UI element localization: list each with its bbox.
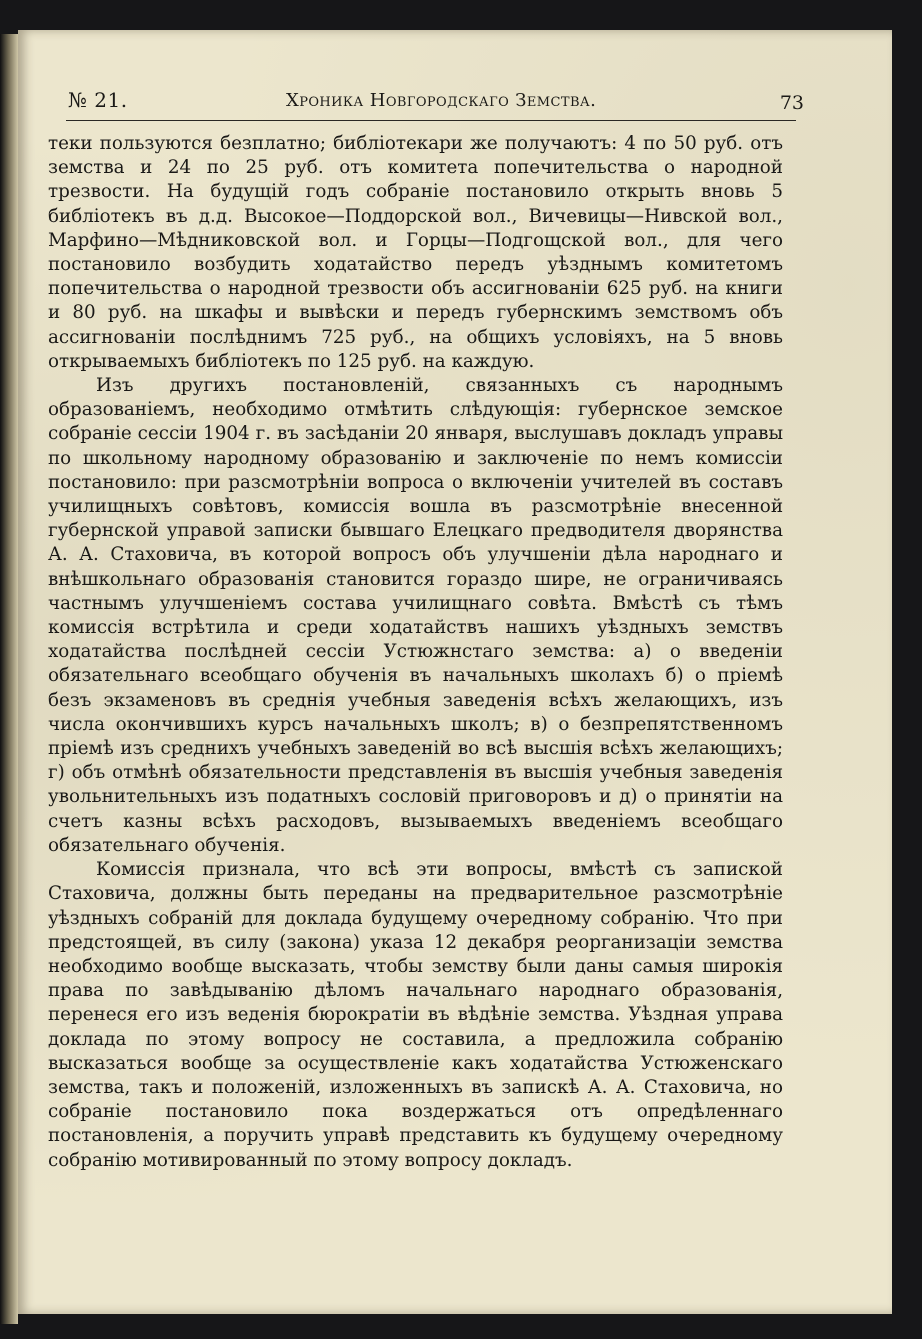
page-number: 73 (779, 92, 804, 114)
left-page-edge (0, 34, 18, 1324)
running-title: Хроника Новгородскаго Земства. (286, 90, 597, 111)
paragraph-continuation: теки пользуются безплатно; библіотекари же получаютъ: 4 по 50 руб. отъ земства и 24 по 25 руб. отъ комитета попечительства о народной трезвости. На будущій годъ собраніе постановило открыть вновь 5 библіотекъ въ д.д. Высокое—Поддорской вол., Вичевицы—Нивской вол., Марфино—Мѣдниковской вол. и Горцы—Подгощской вол., для чего постановило возбудить ходатайство передъ уѣзднымъ комитетомъ попечительства о народной трезвости объ ассигнованіи 625 руб. на книги и 80 руб. на шкафы и вывѣски и передъ губернскимъ земствомъ объ ассигнованіи послѣднимъ 725 руб., на общихъ условіяхъ, на 5 вновь открываемыхъ библіотекъ по 125 руб. на каждую. (48, 133, 783, 372)
header-rule (66, 120, 796, 121)
issue-number: № 21. (68, 88, 128, 112)
paragraph-commission: Комиссія признала, что всѣ эти вопросы, вмѣстѣ съ запиской Стаховича, должны быть переданы на предварительное разсмотрѣніе уѣздныхъ собраній для доклада будущему очередному собранію. Что при предстоящей, въ силу (закона) указа 12 декабря реорганизаціи земства необходимо вообще высказать, чтобы земству были даны самыя широкія права по завѣдыванію дѣломъ начальнаго народнаго образованія, перенеся его изъ веденія бюрократіи въ вѣдѣніе земства. Уѣздная управа доклада по этому вопросу не составила, а предложила собранію высказаться вообще за осуществленіе какъ ходатайства Устюженскаго земства, такъ и положеній, изложенныхъ въ запискѣ А. А. Стаховича, но собраніе постановило пока воздержаться отъ опредѣленнаго постановленія, а поручить управѣ представить къ будущему очередному собранію мотивированный по этому вопросу докладъ. (48, 859, 783, 1171)
running-header (48, 86, 804, 118)
paragraph-resolutions: Изъ другихъ постановленій, связанныхъ съ народнымъ образованіемъ, необходимо отмѣтить слѣдующія: губернское земское собраніе сессіи 1904 г. въ засѣданіи 20 января, выслушавъ докладъ управы по школьному народному образованію и заключеніе по немъ комиссіи постановило: при разсмотрѣніи вопроса о включеніи учителей въ составъ училищныхъ совѣтовъ, комиссія вошла въ разсмотрѣніе внесенной губернской управой записки бывшаго Елецкаго предводителя дворянства А. А. Стаховича, въ которой вопросъ объ улучшеніи дѣла народнаго и внѣшкольнаго образованія становится гораздо шире, не ограничиваясь частнымъ улучшеніемъ состава училищнаго совѣта. Вмѣстѣ съ тѣмъ комиссія встрѣтила и среди ходатайствъ нашихъ уѣздныхъ земствъ ходатайства послѣдней сессіи Устюжнстаго земства: а) о введеніи обязательнаго всеобщаго обученія въ начальныхъ школахъ б) о пріемѣ безъ экзаменовъ въ среднія учебныя заведенія всѣхъ желающихъ, изъ числа окончившихъ курсъ начальныхъ школъ; в) о безпрепятственномъ пріемѣ изъ среднихъ учебныхъ заведеній во всѣ высшія всѣхъ желающихъ; г) объ отмѣнѣ обязательности представленія въ высшія учебныя заведенія увольнительныхъ изъ податныхъ сословій приговоровъ и д) о принятіи на счетъ казны всѣхъ расходовъ, вызываемыхъ введеніемъ всеобщаго обязательнаго обученія. (48, 375, 783, 856)
body-text (48, 132, 783, 1173)
